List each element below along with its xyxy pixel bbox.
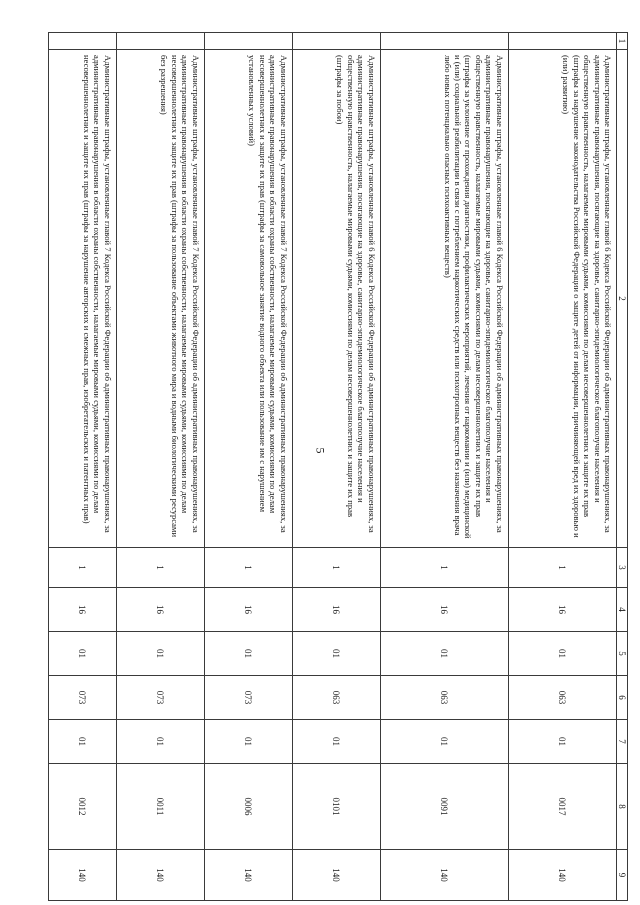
cell-col3: 1 [116,548,204,588]
cell-description: Административные штрафы, установленные главой 7 Кодекса Российской Федерации об административных правонарушениях, за административные правонарушения в области охраны собственности, налагаемые мировыми судьями, комиссиями по делам несовершеннолетних и защите их прав (штрафы за самовольное занятие водного объекта или пользование им с нарушением установленных условий) [204,50,292,548]
cell-col4: 16 [116,588,204,632]
table-row [292,33,380,901]
cell-col1 [49,33,117,50]
cell-col7: 01 [380,720,508,764]
cell-col9: 140 [204,850,292,901]
cell-col9: 140 [508,850,616,901]
col-header-9: 9 [617,850,628,901]
cell-col1 [380,33,508,50]
cell-description: Административные штрафы, установленные главой 7 Кодекса Российской Федерации об административных правонарушениях, за административные правонарушения в области охраны собственности, налагаемые мировыми судьями, комиссиями по делам несовершеннолетних и защите их прав (штрафы за нарушение авторских и смежных прав, изобретательских и патентных прав) [49,50,117,548]
cell-col1 [204,33,292,50]
cell-col7: 01 [508,720,616,764]
col-header-5: 5 [617,632,628,676]
cell-col6: 063 [508,676,616,720]
table-row [204,33,292,901]
cell-description: Административные штрафы, установленные главой 6 Кодекса Российской Федерации об административных правонарушениях, за административные правонарушения, посягающие на здоровье, санитарно-эпидемиологическое благополучие населения и общественную нравственность, налагаемые мировыми судьями, комиссиями по делам несовершеннолетних и защите их прав (штрафы за нарушение законодательства Российской Федерации о защите детей от информации, причиняющей вред их здоровью и (или) развитию) [508,50,616,548]
cell-col7: 01 [49,720,117,764]
cell-description: Административные штрафы, установленные главой 7 Кодекса Российской Федерации об административных правонарушениях, за административные правонарушения в области охраны собственности, налагаемые мировыми судьями, комиссиями по делам несовершеннолетних и защите их прав (штрафы за пользование объектами животного мира и водными биологическими ресурсами без разрешения) [116,50,204,548]
budget-codes-table [48,32,628,901]
cell-col3: 1 [292,548,380,588]
cell-col1 [116,33,204,50]
cell-col7: 01 [204,720,292,764]
cell-col8: 0012 [49,764,117,850]
table-row [116,33,204,901]
cell-col5: 01 [292,632,380,676]
col-header-1: 1 [617,33,628,50]
rotated-table-container [48,32,628,900]
cell-col5: 01 [49,632,117,676]
cell-col4: 16 [508,588,616,632]
col-header-8: 8 [617,764,628,850]
cell-description: Административные штрафы, установленные главой 6 Кодекса Российской Федерации об административных правонарушениях, за административные правонарушения, посягающие на здоровье, санитарно-эпидемиологическое благополучие населения и общественную нравственность, налагаемые мировыми судьями, комиссиями по делам несовершеннолетних и защите их прав (штрафы за побои) [292,50,380,548]
cell-col9: 140 [292,850,380,901]
cell-col7: 01 [116,720,204,764]
cell-col6: 073 [49,676,117,720]
cell-col7: 01 [292,720,380,764]
col-header-7: 7 [617,720,628,764]
cell-col5: 01 [204,632,292,676]
cell-col3: 1 [508,548,616,588]
cell-col1 [292,33,380,50]
col-header-3: 3 [617,548,628,588]
col-header-6: 6 [617,676,628,720]
cell-col8: 0091 [380,764,508,850]
cell-description: Административные штрафы, установленные главой 6 Кодекса Российской Федерации об административных правонарушениях, за административные правонарушения, посягающие на здоровье, санитарно-эпидемиологическое благополучие населения и общественную нравственность, налагаемые мировыми судьями, комиссиями по делам несовершеннолетних и защите их прав (штрафы за уклонение от прохождения диагностики, профилактических мероприятий, лечения от наркомании и (или) медицинской и (или) социальной реабилитации в связи с потреблением наркотических средств или психотропных веществ без назначения врача либо новых потенциально опасных психоактивных веществ) [380,50,508,548]
cell-col9: 140 [116,850,204,901]
cell-col6: 073 [204,676,292,720]
cell-col6: 073 [116,676,204,720]
cell-col9: 140 [380,850,508,901]
cell-col4: 16 [292,588,380,632]
cell-col9: 140 [49,850,117,901]
cell-col8: 0011 [116,764,204,850]
cell-col4: 16 [204,588,292,632]
col-header-2: 2 [617,50,628,548]
cell-col3: 1 [204,548,292,588]
page-number: 5 [313,447,328,454]
table-row [380,33,508,901]
cell-col8: 0017 [508,764,616,850]
cell-col8: 0006 [204,764,292,850]
cell-col8: 0101 [292,764,380,850]
cell-col3: 1 [380,548,508,588]
cell-col4: 16 [49,588,117,632]
header-row [617,33,628,901]
cell-col5: 01 [508,632,616,676]
cell-col5: 01 [116,632,204,676]
cell-col1 [508,33,616,50]
col-header-4: 4 [617,588,628,632]
cell-col6: 063 [380,676,508,720]
cell-col5: 01 [380,632,508,676]
cell-col6: 063 [292,676,380,720]
cell-col3: 1 [49,548,117,588]
table-row [508,33,616,901]
table-row [49,33,117,901]
cell-col4: 16 [380,588,508,632]
